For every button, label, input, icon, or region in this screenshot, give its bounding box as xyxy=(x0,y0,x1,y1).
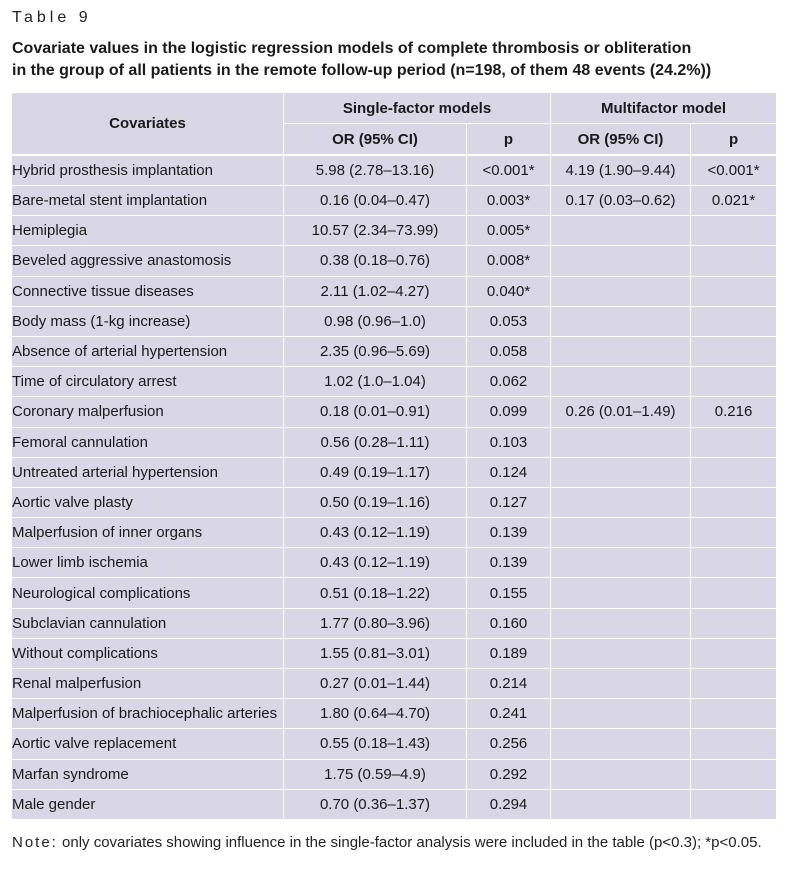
or-multi-cell: 0.17 (0.03–0.62) xyxy=(551,186,691,216)
covariate-name: Femoral cannulation xyxy=(12,427,284,457)
or-multi-cell xyxy=(551,759,691,789)
table-row xyxy=(12,367,777,397)
or-multi-cell xyxy=(551,669,691,699)
or-multi-cell xyxy=(551,578,691,608)
or-single-cell: 0.43 (0.12–1.19) xyxy=(284,518,467,548)
covariate-name: Malperfusion of brachiocephalic arteries xyxy=(12,699,284,729)
table-header xyxy=(12,93,777,156)
or-multi-cell: 0.26 (0.01–1.49) xyxy=(551,397,691,427)
or-single-cell: 1.02 (1.0–1.04) xyxy=(284,367,467,397)
table-row xyxy=(12,729,777,759)
or-multi-cell xyxy=(551,638,691,668)
covariate-name: Male gender xyxy=(12,789,284,819)
or-multi-cell: 4.19 (1.90–9.44) xyxy=(551,155,691,186)
note-label: Note: xyxy=(12,834,58,851)
p-single-cell: 0.139 xyxy=(467,548,551,578)
or-multi-cell xyxy=(551,246,691,276)
header-p-multi: p xyxy=(691,124,777,156)
or-multi-cell xyxy=(551,306,691,336)
or-multi-cell xyxy=(551,427,691,457)
table-row xyxy=(12,336,777,366)
or-single-cell: 1.55 (0.81–3.01) xyxy=(284,638,467,668)
p-multi-cell xyxy=(691,789,777,819)
p-single-cell: 0.124 xyxy=(467,457,551,487)
covariate-name: Bare-metal stent implantation xyxy=(12,186,284,216)
p-multi-cell: <0.001* xyxy=(691,155,777,186)
covariate-name: Marfan syndrome xyxy=(12,759,284,789)
p-single-cell: 0.053 xyxy=(467,306,551,336)
p-multi-cell xyxy=(691,548,777,578)
or-multi-cell xyxy=(551,487,691,517)
p-multi-cell xyxy=(691,578,777,608)
or-single-cell: 0.18 (0.01–0.91) xyxy=(284,397,467,427)
regression-table xyxy=(11,92,777,820)
covariate-name: Aortic valve replacement xyxy=(12,729,284,759)
p-single-cell: 0.062 xyxy=(467,367,551,397)
table-row xyxy=(12,789,777,819)
or-single-cell: 1.75 (0.59–4.9) xyxy=(284,759,467,789)
or-multi-cell xyxy=(551,367,691,397)
or-single-cell: 2.11 (1.02–4.27) xyxy=(284,276,467,306)
covariate-name: Hemiplegia xyxy=(12,216,284,246)
or-multi-cell xyxy=(551,699,691,729)
or-multi-cell xyxy=(551,548,691,578)
or-single-cell: 0.51 (0.18–1.22) xyxy=(284,578,467,608)
p-single-cell: 0.155 xyxy=(467,578,551,608)
table-row xyxy=(12,487,777,517)
or-single-cell: 1.80 (0.64–4.70) xyxy=(284,699,467,729)
or-single-cell: 0.55 (0.18–1.43) xyxy=(284,729,467,759)
covariate-name: Malperfusion of inner organs xyxy=(12,518,284,548)
or-single-cell: 0.27 (0.01–1.44) xyxy=(284,669,467,699)
p-multi-cell: 0.021* xyxy=(691,186,777,216)
table-row xyxy=(12,759,777,789)
p-multi-cell xyxy=(691,457,777,487)
or-multi-cell xyxy=(551,608,691,638)
p-multi-cell xyxy=(691,638,777,668)
covariate-name: Hybrid prosthesis implantation xyxy=(12,155,284,186)
p-multi-cell xyxy=(691,427,777,457)
covariate-name: Time of circulatory arrest xyxy=(12,367,284,397)
or-multi-cell xyxy=(551,457,691,487)
or-single-cell: 0.70 (0.36–1.37) xyxy=(284,789,467,819)
or-multi-cell xyxy=(551,336,691,366)
or-single-cell: 0.49 (0.19–1.17) xyxy=(284,457,467,487)
table-caption xyxy=(12,38,777,82)
covariate-name: Subclavian cannulation xyxy=(12,608,284,638)
header-covariates: Covariates xyxy=(12,93,284,156)
p-single-cell: 0.099 xyxy=(467,397,551,427)
p-multi-cell xyxy=(691,608,777,638)
header-p-single: p xyxy=(467,124,551,156)
covariate-name: Coronary malperfusion xyxy=(12,397,284,427)
covariate-name: Aortic valve plasty xyxy=(12,487,284,517)
table-label: Table 9 xyxy=(12,9,92,26)
p-single-cell: 0.139 xyxy=(467,518,551,548)
table-row xyxy=(12,638,777,668)
p-single-cell: 0.214 xyxy=(467,669,551,699)
table-row xyxy=(12,306,777,336)
p-multi-cell xyxy=(691,276,777,306)
p-multi-cell xyxy=(691,246,777,276)
table-row xyxy=(12,578,777,608)
or-multi-cell xyxy=(551,276,691,306)
table-row xyxy=(12,608,777,638)
p-single-cell: 0.058 xyxy=(467,336,551,366)
table-row xyxy=(12,699,777,729)
p-multi-cell xyxy=(691,487,777,517)
p-multi-cell xyxy=(691,336,777,366)
covariate-name: Beveled aggressive anastomosis xyxy=(12,246,284,276)
p-multi-cell xyxy=(691,669,777,699)
covariate-name: Neurological complications xyxy=(12,578,284,608)
p-single-cell: 0.040* xyxy=(467,276,551,306)
p-multi-cell xyxy=(691,216,777,246)
p-single-cell: <0.001* xyxy=(467,155,551,186)
or-single-cell: 0.16 (0.04–0.47) xyxy=(284,186,467,216)
p-single-cell: 0.189 xyxy=(467,638,551,668)
p-single-cell: 0.008* xyxy=(467,246,551,276)
or-multi-cell xyxy=(551,216,691,246)
or-single-cell: 5.98 (2.78–13.16) xyxy=(284,155,467,186)
p-multi-cell xyxy=(691,518,777,548)
or-single-cell: 10.57 (2.34–73.99) xyxy=(284,216,467,246)
note-text: only covariates showing influence in the single-factor analysis were included in the table (p<0.3); *p<0.05. xyxy=(57,834,762,851)
or-single-cell: 1.77 (0.80–3.96) xyxy=(284,608,467,638)
table-row xyxy=(12,427,777,457)
p-single-cell: 0.292 xyxy=(467,759,551,789)
p-single-cell: 0.256 xyxy=(467,729,551,759)
covariate-name: Absence of arterial hypertension xyxy=(12,336,284,366)
table-note xyxy=(12,832,777,854)
table-row xyxy=(12,457,777,487)
table-row xyxy=(12,518,777,548)
p-single-cell: 0.003* xyxy=(467,186,551,216)
or-single-cell: 0.38 (0.18–0.76) xyxy=(284,246,467,276)
table-row xyxy=(12,186,777,216)
or-multi-cell xyxy=(551,729,691,759)
table-body xyxy=(12,155,777,819)
p-single-cell: 0.294 xyxy=(467,789,551,819)
p-single-cell: 0.241 xyxy=(467,699,551,729)
p-multi-cell xyxy=(691,729,777,759)
caption-line-1: Covariate values in the logistic regression models of complete thrombosis or obliteration xyxy=(12,40,692,57)
covariate-name: Lower limb ischemia xyxy=(12,548,284,578)
header-or-multi: OR (95% CI) xyxy=(551,124,691,156)
p-single-cell: 0.160 xyxy=(467,608,551,638)
table-row xyxy=(12,246,777,276)
p-multi-cell: 0.216 xyxy=(691,397,777,427)
table-row xyxy=(12,276,777,306)
p-multi-cell xyxy=(691,699,777,729)
or-multi-cell xyxy=(551,789,691,819)
header-single-factor: Single-factor models xyxy=(284,93,551,124)
table-row xyxy=(12,548,777,578)
or-single-cell: 0.43 (0.12–1.19) xyxy=(284,548,467,578)
covariate-name: Renal malperfusion xyxy=(12,669,284,699)
p-multi-cell xyxy=(691,367,777,397)
header-multifactor: Multifactor model xyxy=(551,93,777,124)
or-single-cell: 0.50 (0.19–1.16) xyxy=(284,487,467,517)
p-single-cell: 0.127 xyxy=(467,487,551,517)
table-row xyxy=(12,155,777,186)
caption-line-2: in the group of all patients in the remote follow-up period (n=198, of them 48 events (24.2%)) xyxy=(12,62,712,79)
or-single-cell: 0.56 (0.28–1.11) xyxy=(284,427,467,457)
table-row xyxy=(12,669,777,699)
p-single-cell: 0.005* xyxy=(467,216,551,246)
header-or-single: OR (95% CI) xyxy=(284,124,467,156)
p-multi-cell xyxy=(691,306,777,336)
covariate-name: Connective tissue diseases xyxy=(12,276,284,306)
or-multi-cell xyxy=(551,518,691,548)
or-single-cell: 2.35 (0.96–5.69) xyxy=(284,336,467,366)
p-multi-cell xyxy=(691,759,777,789)
or-single-cell: 0.98 (0.96–1.0) xyxy=(284,306,467,336)
p-single-cell: 0.103 xyxy=(467,427,551,457)
table-row xyxy=(12,397,777,427)
covariate-name: Body mass (1-kg increase) xyxy=(12,306,284,336)
covariate-name: Without complications xyxy=(12,638,284,668)
table-row xyxy=(12,216,777,246)
covariate-name: Untreated arterial hypertension xyxy=(12,457,284,487)
